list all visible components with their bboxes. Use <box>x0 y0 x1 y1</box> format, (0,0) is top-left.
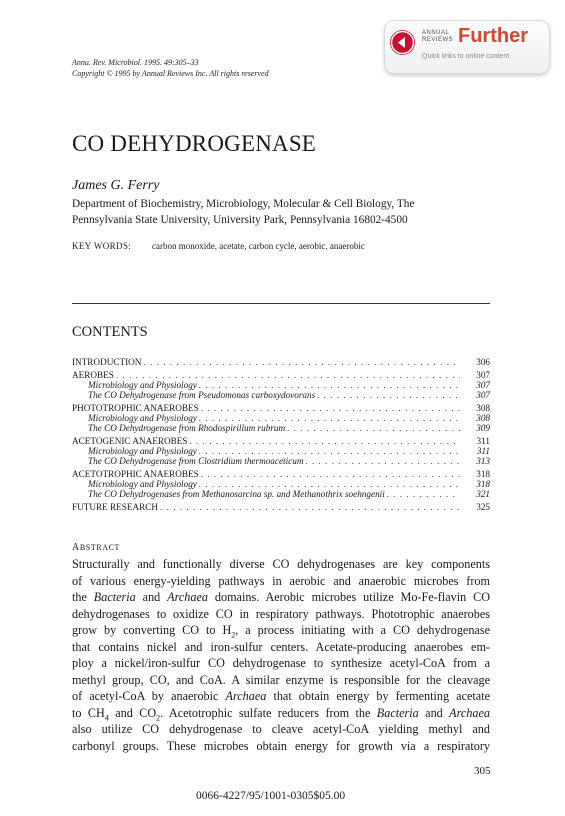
toc-entry-label: AEROBES <box>72 370 114 380</box>
toc-entry <box>72 403 490 413</box>
toc-entry-label: INTRODUCTION <box>72 357 142 367</box>
affiliation-line: Department of Biochemistry, Microbiology, Molecular & Cell Biology, The <box>72 198 415 210</box>
abstract-heading-rest: BSTRACT <box>79 543 121 552</box>
abstract-line: dehydrogenases to oxidize CO in respiratory pathways. Phototrophic anaerobes <box>72 606 490 621</box>
page-number: 305 <box>474 765 491 777</box>
affiliation-line: Pennsylvania State University, University Park, Pennsylvania 16802-4500 <box>72 213 408 226</box>
toc-entry-label: The CO Dehydrogenases from Methanosarcina sp. and Methanothrix soehngenii <box>88 489 385 499</box>
toc-entry-page: 318 <box>476 479 490 489</box>
toc-entry-label: Microbiology and Physiology <box>88 479 197 489</box>
toc-entry <box>72 489 490 499</box>
toc-leader-dots <box>199 380 460 390</box>
abstract-line: the Bacteria and Archaea domains. Aerobic microbes utilize Mo-Fe-flavin CO <box>72 590 491 604</box>
toc-leader-dots <box>201 403 460 413</box>
toc-entry-page: 321 <box>476 489 490 499</box>
reviews-text: REVIEWS <box>422 37 454 43</box>
copyright-line: Copyright © 1995 by Annual Reviews Inc. All rights reserved <box>72 69 269 78</box>
toc-entry-label: ACETOTROPHIC ANAEROBES <box>72 469 199 479</box>
toc-entry-page: 311 <box>476 436 490 446</box>
contents-heading: CONTENTS <box>72 324 148 340</box>
price-code: 0066-4227/95/1001-0305$05.00 <box>196 790 346 802</box>
toc-entry-page: 318 <box>476 469 490 479</box>
abstract-line: carbonyl groups. These microbes obtain energy for growth via a respiratory <box>72 738 490 753</box>
toc-entry <box>72 502 490 512</box>
toc-entry <box>72 357 490 367</box>
toc-entry <box>72 370 490 380</box>
article-title: CO DEHYDROGENASE <box>72 131 317 156</box>
toc-entry-label: Microbiology and Physiology <box>88 446 197 456</box>
toc-leader-dots <box>317 390 460 400</box>
toc-entry-page: 313 <box>476 456 490 466</box>
abstract-line: of acetyl-CoA by anaerobic Archaea that obtain energy by fermenting acetate <box>72 689 490 703</box>
toc-entry <box>72 446 490 456</box>
abstract-line: methyl group, CO, and CoA. A similar enzyme is responsible for the cleavage <box>72 672 490 687</box>
toc-entry <box>72 456 490 466</box>
toc-entry-page: 307 <box>476 380 490 390</box>
toc-entry-page: 325 <box>476 502 490 512</box>
further-wordmark: Further <box>458 25 528 47</box>
toc-entry <box>72 423 490 433</box>
play-arrow-icon <box>390 30 415 55</box>
abstract-line: to $CH_4$ and $CO_2$. Acetotrophic sulfate reducers from the Bacteria and Archaea <box>72 705 490 722</box>
section-divider <box>72 303 490 304</box>
toc-entry-page: 307 <box>476 390 490 400</box>
toc-leader-dots <box>287 423 460 433</box>
toc-leader-dots <box>160 502 460 512</box>
author-affiliation <box>72 197 502 228</box>
toc-entry <box>72 390 490 400</box>
abstract-line: grow by converting CO to $H_2$, a process initiating with a CO dehydrogenase <box>72 623 490 640</box>
author-name: James G. Ferry <box>72 178 160 193</box>
table-of-contents <box>72 354 490 512</box>
toc-entry-page: 306 <box>476 357 490 367</box>
keywords-label: KEY WORDS: <box>72 241 132 251</box>
abstract-line: of various energy-yielding pathways in aerobic and anaerobic microbes from <box>72 573 490 588</box>
keywords-list: carbon monoxide, acetate, carbon cycle, aerobic, anaerobic <box>152 241 365 251</box>
toc-entry <box>72 479 490 489</box>
toc-leader-dots <box>387 489 460 499</box>
annual-text: ANNUAL <box>422 30 450 36</box>
abstract-line: also utilize CO dehydrogenase to cleave acetyl-CoA yielding methyl and <box>72 722 490 736</box>
toc-entry <box>72 413 490 423</box>
toc-entry <box>72 469 490 479</box>
toc-entry-label: ACETOGENIC ANAEROBES <box>72 436 188 446</box>
abstract-line: ploy a nickel/iron-sulfur CO dehydrogenase to synthesize acetyl-CoA from a <box>72 656 490 670</box>
citation-line: Annu. Rev. Microbiol. 1995. 49:305–33 <box>72 58 199 67</box>
toc-entry-page: 308 <box>476 413 490 423</box>
toc-entry-label: The CO Dehydrogenase from Clostridium thermoaceticum <box>88 456 304 466</box>
abstract-heading <box>72 542 120 553</box>
annual-reviews-further-banner[interactable] <box>384 20 550 74</box>
toc-leader-dots <box>199 446 460 456</box>
toc-entry-label: Microbiology and Physiology <box>88 380 197 390</box>
toc-leader-dots <box>143 357 460 367</box>
toc-entry-page: 307 <box>476 370 490 380</box>
journal-citation <box>72 57 269 79</box>
abstract-heading-initial: A <box>72 542 80 553</box>
further-subtitle: Quick links to online content <box>422 53 510 60</box>
toc-entry-page: 308 <box>476 403 490 413</box>
toc-leader-dots <box>305 456 460 466</box>
toc-entry <box>72 380 490 390</box>
toc-entry-label: PHOTOTROPHIC ANAEROBES <box>72 403 199 413</box>
toc-entry-label: FUTURE RESEARCH <box>72 502 159 512</box>
toc-leader-dots <box>201 469 460 479</box>
abstract-body <box>72 556 490 754</box>
toc-entry-page: 311 <box>476 446 490 456</box>
annual-reviews-wordmark <box>422 30 453 44</box>
toc-entry-label: The CO Dehydrogenase from Rhodospirillum rubrum <box>88 423 286 433</box>
abstract-line: that contains nickel and iron-sulfur centers. Acetate-producing anaerobes em- <box>72 639 490 654</box>
toc-entry-page: 309 <box>476 423 490 433</box>
toc-leader-dots <box>189 436 460 446</box>
abstract-line: Structurally and functionally diverse CO dehydrogenases are key components <box>72 557 490 571</box>
toc-entry <box>72 436 490 446</box>
toc-leader-dots <box>199 479 460 489</box>
toc-entry-label: Microbiology and Physiology <box>88 413 197 423</box>
toc-leader-dots <box>116 370 460 380</box>
toc-leader-dots <box>199 413 460 423</box>
toc-entry-label: The CO Dehydrogenase from Pseudomonas carboxydovorans <box>88 390 316 400</box>
